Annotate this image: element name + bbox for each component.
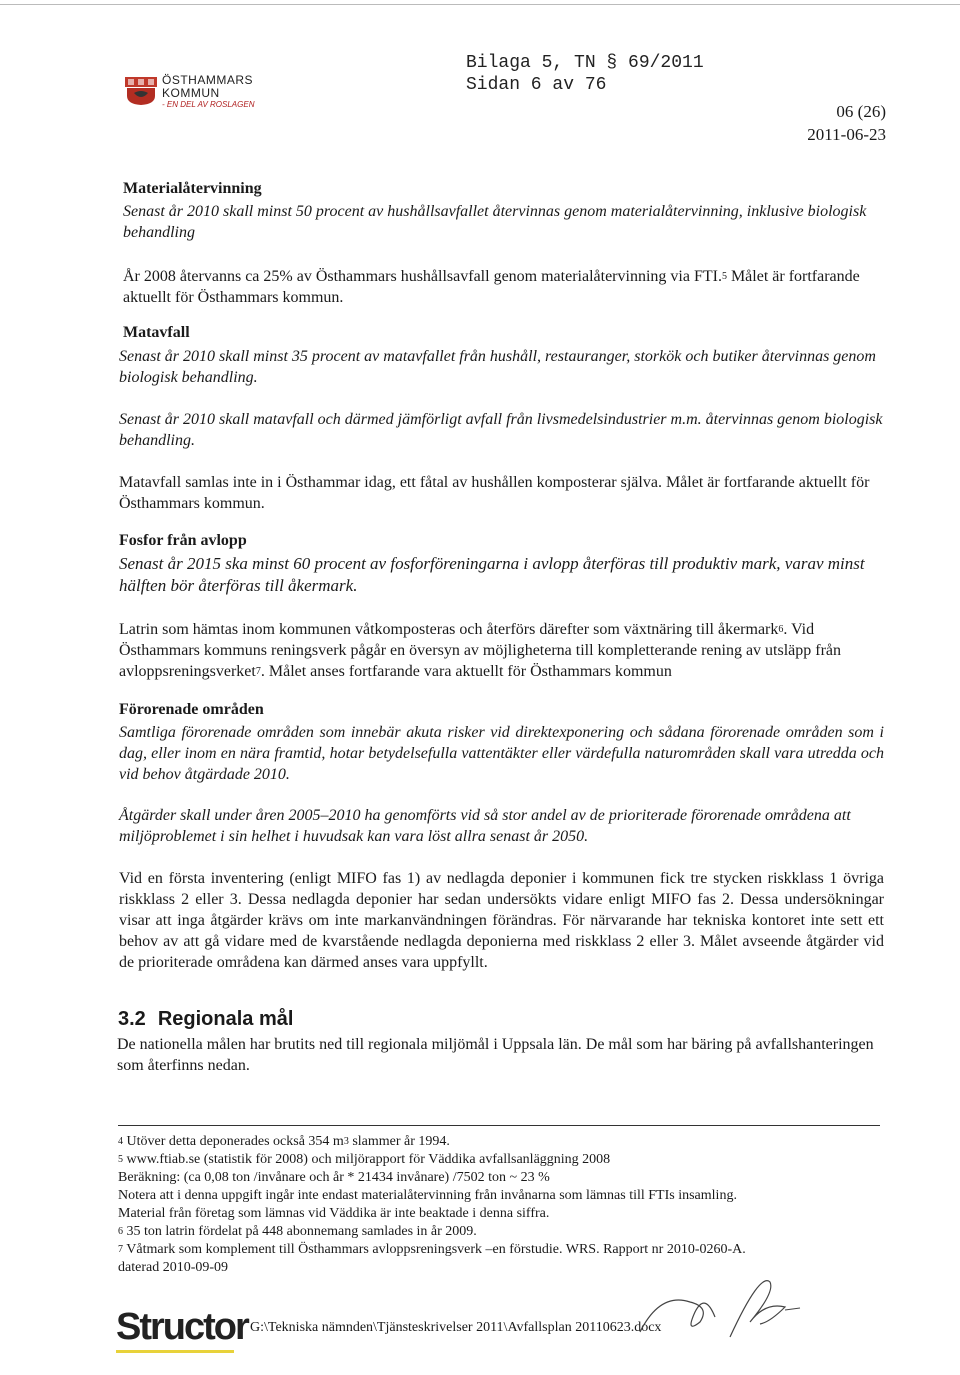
goal-matavfall-2: Senast år 2010 skall matavfall och därmed jämförligt avfall från livsmedelsindustrier m.m. återvinnas genom biologisk behandling. [119, 411, 883, 449]
company-logo-accent [116, 1350, 234, 1353]
footnotes [118, 1133, 898, 1277]
crest-icon [124, 76, 158, 106]
footnote-5: $^5$ www.ftiab.se (statistik för 2008) och miljörapport för Väddika avfallsanläggning 2008 [118, 1152, 611, 1167]
company-logo: Structor [116, 1306, 248, 1348]
heading-fosfor: Fosfor från avlopp [119, 532, 247, 549]
top-rule [0, 4, 960, 5]
text-matavfall: Matavfall samlas inte in i Östhammar idag, ett fåtal av hushållen komposterar själva. Målet är fortfarande aktuellt för Östhammars kommun. [119, 474, 870, 512]
goal-materialatervinning: Senast år 2010 skall minst 50 procent av hushållsavfallet återvinnas genom materialåtervinning, inklusive biologisk behandling [123, 203, 867, 241]
page-number: 06 (26) [836, 102, 886, 121]
footnote-5-note-2: Material från företag som lämnas vid Väddika är inte beaktade i denna siffra. [118, 1206, 550, 1221]
page-number-date [807, 100, 886, 146]
goal-fororenade-1: Samtliga förorenade områden som innebär akuta risker vid direktexponering och sådana förorenade områden som i dag, eller inom en nära framtid, hotar betydelsefulla vattentäkter eller värdefulla naturområden skall vara utredda och vid behov åtgärdade 2010. [119, 724, 884, 783]
heading-fororenade: Förorenade områden [119, 701, 264, 718]
goal-fororenade-2: Åtgärder skall under åren 2005–2010 ha genomförts vid så stor andel av de prioriterade förorenade områdena att miljöproblemet i sin helhet i huvudsak kan vara löst allra senast år 2050. [119, 807, 851, 845]
text-regionala: De nationella målen har brutits ned till regionala miljömål i Uppsala län. De mål som har bäring på avfallshanteringen som återfinns nedan. [117, 1036, 874, 1074]
footnote-rule [118, 1125, 880, 1126]
municipality-logo [124, 72, 284, 112]
heading-regionala-mal: 3.2 Regionala mål [118, 1008, 294, 1030]
logo-text: ÖSTHAMMARS KOMMUN [162, 73, 254, 100]
footnote-5-calc: Beräkning: (ca 0,08 ton /invånare och år * 21434 invånare) /7502 ton ~ 23 % [118, 1170, 550, 1185]
footnote-7: $^7$ Våtmark som komplement till Östhammars avloppsreningsverk –en förstudie. WRS. Rapport nr 2010-0260-A. [118, 1242, 746, 1257]
text-fororenade: Vid en första inventering (enligt MIFO fas 1) av nedlagda deponier i kommunen fick tre stycken riskklass 1 övriga riskklass 2 eller 3. Dessa nedlagda deponier har sedan undersökts vidare enligt MIFO fas 2. Dessa undersökningar visar att inga åtgärder krävs om inte markanvändningen förändras. För närvarande har tekniska kontoret inte sett ett behov av att gå vidare med de kvarstående nedlagda deponierna med riskklass 2 eller 3. Målet avseende åtgärder vid de prioriterade områdena kan därmed anses vara uppfyllt. [119, 870, 884, 971]
file-path: G:\Tekniska nämnden\Tjänsteskrivelser 2011\Avfallsplan 20110623.docx [250, 1320, 662, 1335]
text-materialatervinning: År 2008 återvanns ca 25% av Östhammars hushållsavfall genom materialåtervinning via FTI.$^5$ Målet är fortfarande aktuellt för Östhammars kommun. [123, 268, 860, 306]
handwritten-signature [620, 1262, 810, 1352]
heading-materialatervinning: Materialåtervinning [123, 180, 262, 197]
heading-matavfall: Matavfall [123, 324, 190, 341]
attachment-reference: Bilaga 5, TN § 69/2011 Sidan 6 av 76 [466, 53, 704, 95]
text-fosfor: Latrin som hämtas inom kommunen våtkomposteras och återförs därefter som växtnäring till åkermark$^6$. Vid Östhammars kommuns reningsverk pågår en översyn av möjligheterna till kompletterande rening av utsläpp från avloppsreningsverket$^7$. Målet anses fortfarande vara aktuellt för Östhammars kommun [119, 621, 842, 680]
footnote-5-note-1: Notera att i denna uppgift ingår inte endast materialåtervinning från invånarna som lämnas till FTIs insamling. [118, 1188, 737, 1203]
goal-fosfor: Senast år 2015 ska minst 60 procent av fosforföreningarna i avlopp återföras till produktiv mark, varav minst hälften bör återföras till åkermark. [119, 554, 865, 595]
footnote-6: $^6$ 35 ton latrin fördelat på 448 abonnemang samlades in år 2009. [118, 1224, 477, 1239]
footnote-7-date: daterad 2010-09-09 [118, 1260, 229, 1275]
goal-matavfall-1: Senast år 2010 skall minst 35 procent av matavfallet från hushåll, restauranger, storkök och butiker återvinnas genom biologisk behandling. [119, 348, 876, 386]
footnote-4: $^4$ Utöver detta deponerades också 354 $m^3$ slammer år 1994. [118, 1134, 450, 1149]
document-date: 2011-06-23 [807, 125, 886, 144]
logo-tagline: - EN DEL AV ROSLAGEN [162, 100, 255, 109]
